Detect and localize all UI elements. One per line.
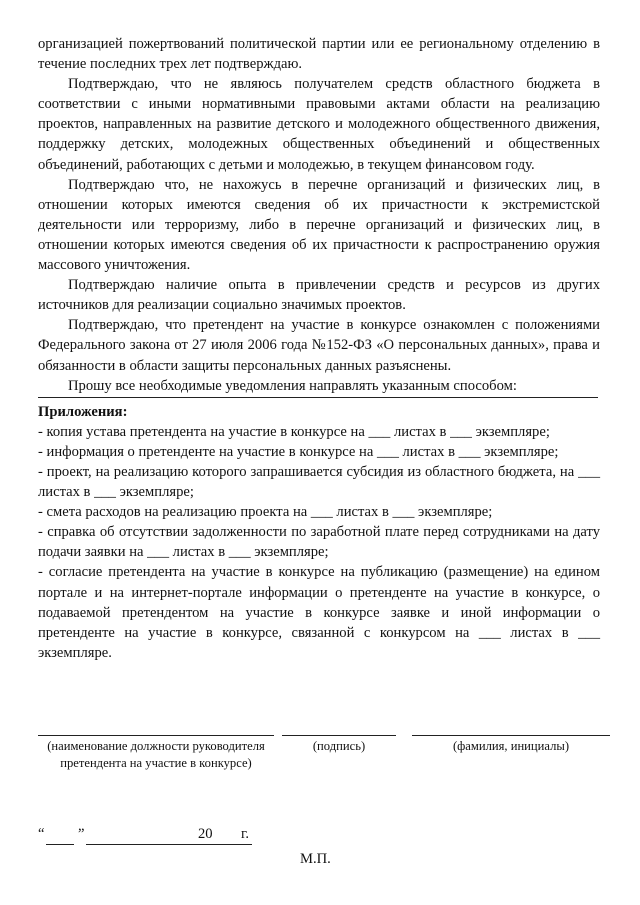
attachments-list [38, 422, 600, 663]
list-item: - смета расходов на реализацию проекта на ___ листах в ___ экземпляре; [38, 504, 493, 521]
document-body [38, 34, 600, 663]
position-label: (наименование должности руководителя претендента на участие в конкурсе) [47, 739, 265, 770]
signature-field [282, 735, 396, 755]
position-field [38, 735, 274, 772]
paragraph-party-donations: организацией пожертвований политической партии или ее региональному отделению в течение последних трех лет подтверждаю. [38, 36, 600, 73]
date-open-quote: “ [38, 826, 45, 842]
list-item: - проект, на реализацию которого запрашивается субсидия из областного бюджета, на ___ листах в ___ экземпляре; [38, 463, 600, 501]
list-item: - информация о претенденте на участие в конкурсе на ___ листах в ___ экземпляре; [38, 443, 559, 460]
notification-method-line [38, 397, 598, 398]
signature-line [282, 735, 396, 736]
stamp-place: М.П. [300, 851, 331, 867]
signature-label: (подпись) [312, 739, 366, 753]
year-suffix: г. [241, 826, 249, 842]
date-field [38, 826, 288, 848]
day-blank [46, 844, 74, 845]
name-label: (фамилия, инициалы) [452, 739, 570, 753]
paragraph-notifications: Прошу все необходимые уведомления направлять указанным способом: [68, 377, 517, 394]
month-blank [86, 844, 252, 845]
paragraph-budget-funds: Подтверждаю, что не являюсь получателем средств областного бюджета в соответствии с иными нормативными правовыми актами области на реализацию проектов, направленных на развитие детского и молодежного общественного движения, поддержку детских, молодежных общественных объединений и общественных объединений, работающих с детьми и молодежью, в текущем финансовом году. [38, 76, 600, 173]
name-line [412, 735, 610, 736]
year-prefix: 20 [198, 826, 213, 842]
name-field [412, 735, 610, 755]
paragraph-personal-data: Подтверждаю, что претендент на участие в конкурсе ознакомлен с положениями Федерального закона от 27 июля 2006 года №152-ФЗ «О персональных данных», права и обязанности в области защиты персональных данных разъяснены. [38, 317, 600, 374]
position-line [38, 735, 274, 736]
date-close-quote: ” [78, 826, 85, 842]
list-item: - согласие претендента на участие в конкурсе на публикацию (размещение) на едином портале и на интернет-портале информации о претенденте на участие в конкурсе, о подаваемой претендентом на участие в конкурсе заявке и иной информации о претенденте на участие в конкурсе, связанной с конкурсом на ___ листах в ___ экземпляре. [38, 564, 600, 661]
list-item: - копия устава претендента на участие в конкурсе на ___ листах в ___ экземпляре; [38, 423, 550, 440]
signature-block [38, 735, 610, 795]
paragraph-experience: Подтверждаю наличие опыта в привлечении средств и ресурсов из других источников для реализации социально значимых проектов. [38, 277, 600, 314]
paragraph-extremism-list: Подтверждаю что, не нахожусь в перечне организаций и физических лиц, в отношении которых имеются сведения об их причастности к экстремистской деятельности или терроризму, либо в перечне организаций и физических лиц, в отношении которых имеются сведения об их причастности к распространению оружия массового уничтожения. [38, 176, 600, 274]
list-item: - справка об отсутствии задолженности по заработной плате перед сотрудниками на дату подачи заявки на ___ листах в ___ экземпляре; [38, 524, 600, 561]
attachments-title: Приложения: [38, 403, 128, 420]
